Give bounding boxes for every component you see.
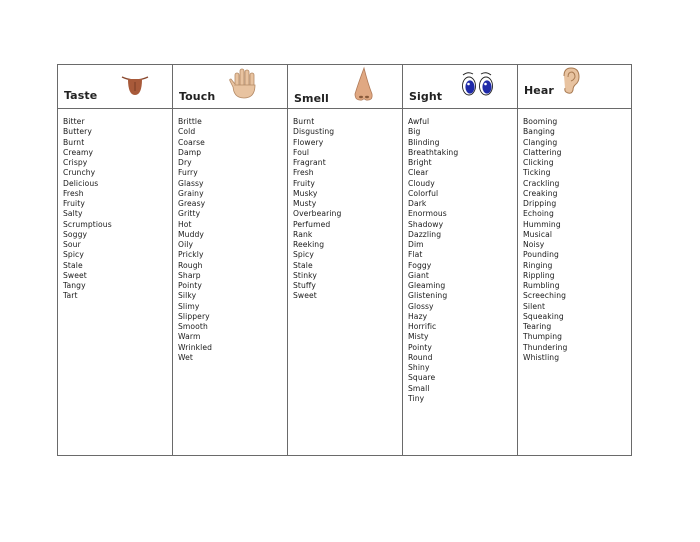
word-list-taste bbox=[63, 117, 172, 302]
word-item: Glassy bbox=[178, 178, 204, 188]
column-taste bbox=[58, 109, 173, 455]
word-item: Dry bbox=[178, 158, 192, 167]
word-item: Gritty bbox=[178, 209, 201, 219]
word-item: Wet bbox=[178, 352, 194, 362]
word-list-touch bbox=[178, 117, 287, 363]
word-item: Ringing bbox=[523, 260, 553, 270]
word-item: Stuffy bbox=[293, 281, 316, 290]
word-item: Crackling bbox=[523, 178, 560, 188]
word-item: Stale bbox=[63, 260, 83, 270]
word-item: Thundering bbox=[523, 342, 568, 352]
word-item: Banging bbox=[523, 127, 555, 137]
word-list-smell bbox=[293, 117, 402, 302]
word-item: Pointy bbox=[178, 281, 202, 290]
word-item: Enormous bbox=[408, 209, 447, 219]
word-item: Rumbling bbox=[523, 281, 560, 290]
word-item: Smooth bbox=[178, 322, 208, 331]
header-label-taste: Taste bbox=[64, 89, 98, 102]
word-item: Disgusting bbox=[293, 127, 335, 137]
word-item: Perfumed bbox=[293, 219, 331, 229]
word-item: Shiny bbox=[408, 363, 430, 372]
word-item: Delicious bbox=[63, 178, 99, 188]
word-item: Soggy bbox=[63, 229, 88, 239]
word-item: Small bbox=[408, 383, 430, 393]
word-item: Stinky bbox=[293, 270, 317, 280]
header-smell bbox=[288, 65, 403, 109]
word-item: Spicy bbox=[63, 250, 84, 260]
word-item: Tiny bbox=[408, 393, 425, 403]
word-item: Rippling bbox=[523, 270, 555, 280]
word-item: Greasy bbox=[178, 199, 206, 208]
word-item: Booming bbox=[523, 117, 558, 126]
hand-icon bbox=[229, 67, 261, 101]
word-item: Furry bbox=[178, 168, 198, 178]
word-item: Slippery bbox=[178, 311, 210, 321]
word-item: Spicy bbox=[293, 250, 314, 260]
word-item: Clanging bbox=[523, 137, 558, 147]
word-item: Gleaming bbox=[408, 281, 446, 290]
word-item: Awful bbox=[408, 117, 430, 126]
word-item: Fruity bbox=[63, 199, 85, 208]
word-item: Echoing bbox=[523, 209, 554, 219]
word-item: Big bbox=[408, 127, 421, 137]
word-item: Sour bbox=[63, 240, 81, 249]
word-item: Bitter bbox=[63, 117, 85, 126]
header-taste bbox=[58, 65, 173, 109]
word-item: Damp bbox=[178, 147, 202, 157]
nose-icon bbox=[352, 66, 376, 104]
word-item: Rough bbox=[178, 260, 203, 270]
word-item: Slimy bbox=[178, 301, 200, 311]
word-item: Pointy bbox=[408, 342, 432, 352]
word-item: Clattering bbox=[523, 147, 562, 157]
word-list-hear bbox=[523, 117, 631, 363]
word-item: Wrinkled bbox=[178, 342, 213, 352]
word-item: Round bbox=[408, 352, 433, 362]
word-item: Buttery bbox=[63, 127, 92, 137]
word-item: Sharp bbox=[178, 270, 201, 280]
header-label-sight: Sight bbox=[409, 90, 443, 103]
header-label-touch: Touch bbox=[179, 90, 216, 103]
word-item: Stale bbox=[293, 260, 313, 270]
word-item: Prickly bbox=[178, 250, 204, 260]
word-item: Blinding bbox=[408, 137, 440, 147]
word-item: Hazy bbox=[408, 311, 428, 321]
header-hear bbox=[518, 65, 631, 109]
ear-icon bbox=[558, 66, 582, 96]
word-item: Burnt bbox=[63, 137, 85, 147]
column-smell bbox=[288, 109, 403, 455]
word-item: Ticking bbox=[523, 168, 551, 178]
word-item: Sweet bbox=[293, 291, 317, 301]
word-item: Hot bbox=[178, 219, 192, 229]
word-item: Creamy bbox=[63, 147, 94, 157]
word-item: Breathtaking bbox=[408, 147, 459, 157]
column-hear bbox=[518, 109, 631, 455]
word-item: Rank bbox=[293, 229, 313, 239]
word-item: Flat bbox=[408, 250, 423, 260]
word-item: Dark bbox=[408, 199, 427, 208]
word-item: Silent bbox=[523, 301, 546, 311]
word-item: Brittle bbox=[178, 117, 202, 126]
word-item: Flowery bbox=[293, 137, 324, 147]
word-item: Squeaking bbox=[523, 311, 564, 321]
word-item: Bright bbox=[408, 158, 432, 167]
word-item: Grainy bbox=[178, 188, 204, 198]
word-item: Colorful bbox=[408, 188, 439, 198]
header-label-smell: Smell bbox=[294, 92, 329, 105]
word-item: Thumping bbox=[523, 332, 563, 342]
word-item: Glossy bbox=[408, 301, 434, 311]
word-item: Humming bbox=[523, 219, 561, 229]
word-item: Reeking bbox=[293, 240, 325, 249]
column-touch bbox=[173, 109, 288, 455]
word-item: Foggy bbox=[408, 260, 432, 270]
word-item: Overbearing bbox=[293, 209, 342, 219]
word-item: Screeching bbox=[523, 291, 567, 301]
word-item: Whistling bbox=[523, 352, 560, 362]
word-item: Cold bbox=[178, 127, 196, 137]
eyes-icon bbox=[461, 70, 495, 98]
word-item: Coarse bbox=[178, 137, 205, 147]
word-item: Scrumptious bbox=[63, 219, 112, 229]
header-sight bbox=[403, 65, 518, 109]
word-item: Crispy bbox=[63, 158, 88, 167]
word-item: Tearing bbox=[523, 322, 552, 331]
tongue-icon bbox=[120, 71, 150, 97]
word-item: Burnt bbox=[293, 117, 315, 126]
column-sight bbox=[403, 109, 518, 455]
header-touch bbox=[173, 65, 288, 109]
header-label-hear: Hear bbox=[524, 84, 554, 97]
word-item: Clear bbox=[408, 168, 429, 178]
word-item: Pounding bbox=[523, 250, 559, 260]
word-item: Warm bbox=[178, 332, 201, 342]
word-item: Clicking bbox=[523, 158, 554, 167]
word-item: Fresh bbox=[293, 168, 314, 178]
word-item: Dazzling bbox=[408, 229, 442, 239]
word-list-sight bbox=[408, 117, 517, 404]
word-item: Salty bbox=[63, 209, 83, 219]
word-item: Musical bbox=[523, 229, 553, 239]
word-item: Musty bbox=[293, 199, 317, 208]
word-item: Fruity bbox=[293, 178, 315, 188]
word-item: Noisy bbox=[523, 240, 545, 249]
word-item: Musky bbox=[293, 188, 318, 198]
word-item: Creaking bbox=[523, 188, 558, 198]
word-item: Glistening bbox=[408, 291, 448, 301]
word-item: Silky bbox=[178, 291, 197, 301]
word-item: Crunchy bbox=[63, 168, 96, 178]
senses-table bbox=[57, 64, 632, 456]
word-item: Sweet bbox=[63, 270, 87, 280]
word-item: Square bbox=[408, 373, 436, 383]
word-item: Oily bbox=[178, 240, 194, 249]
word-item: Fragrant bbox=[293, 158, 326, 167]
word-item: Cloudy bbox=[408, 178, 435, 188]
word-item: Tart bbox=[63, 291, 78, 301]
word-item: Tangy bbox=[63, 281, 86, 290]
word-item: Horrific bbox=[408, 322, 437, 331]
word-item: Giant bbox=[408, 270, 429, 280]
word-item: Dripping bbox=[523, 199, 557, 208]
word-item: Fresh bbox=[63, 188, 84, 198]
word-item: Shadowy bbox=[408, 219, 444, 229]
word-item: Muddy bbox=[178, 229, 204, 239]
word-item: Foul bbox=[293, 147, 310, 157]
word-item: Dim bbox=[408, 240, 424, 249]
word-item: Misty bbox=[408, 332, 429, 342]
